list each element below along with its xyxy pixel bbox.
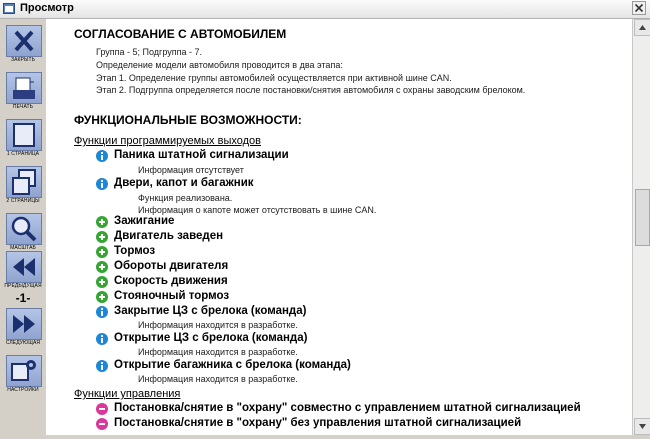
settings-icon	[7, 356, 41, 386]
print-button[interactable]	[4, 70, 42, 116]
two-pages-button[interactable]	[4, 164, 42, 210]
toolbar-sidebar	[0, 19, 45, 435]
feature-note: Информация о капоте может отсутствовать в шине CAN.	[138, 205, 377, 215]
feature-note: Информация находится в разработке.	[138, 320, 298, 330]
arrow-up-icon	[635, 20, 650, 35]
close-label: ЗАКРЫТЬ	[10, 57, 36, 63]
info-icon	[96, 178, 108, 190]
next-label: СЛЕДУЮЩАЯ	[5, 340, 41, 346]
zoom-label: МАСШТАБ	[10, 245, 36, 251]
previous-label: ПРЕДЫДУЩАЯ	[4, 283, 42, 289]
single-page-icon	[7, 120, 41, 150]
scroll-up-button[interactable]	[634, 19, 650, 36]
window-title: Просмотр	[20, 2, 74, 14]
info-icon	[96, 150, 108, 162]
control-item: Постановка/снятие в "охрану" совместно с управлением штатной сигнализацией	[114, 402, 581, 414]
single-page-label: 1 СТРАНИЦА	[6, 151, 40, 157]
plus-icon	[96, 261, 108, 273]
close-button[interactable]	[4, 23, 42, 69]
scroll-thumb[interactable]	[635, 189, 650, 246]
window-close-icon[interactable]	[632, 1, 646, 15]
info-icon	[96, 360, 108, 372]
plus-icon	[96, 231, 108, 243]
minus-icon	[96, 403, 108, 415]
group-line: Группа - 5; Подгруппа - 7.	[96, 47, 203, 57]
feature-item: Стояночный тормоз	[114, 290, 230, 302]
previous-icon	[7, 252, 41, 282]
feature-note: Информация находится в разработке.	[138, 347, 298, 357]
settings-button[interactable]	[4, 353, 42, 399]
print-label: ПЕЧАТЬ	[12, 104, 34, 110]
section-title-compatibility: СОГЛАСОВАНИЕ С АВТОМОБИЛЕМ	[74, 27, 287, 41]
title-bar	[0, 0, 650, 19]
feature-note: Информация находится в разработке.	[138, 374, 298, 384]
magnifier-icon	[7, 214, 41, 244]
feature-item: Двери, капот и багажник	[114, 177, 254, 189]
two-pages-icon	[7, 167, 41, 197]
plus-icon	[96, 291, 108, 303]
intro-line: Определение модели автомобиля проводится в два этапа:	[96, 60, 343, 70]
feature-item: Открытие ЦЗ с брелока (команда)	[114, 332, 308, 344]
feature-item: Двигатель заведен	[114, 230, 224, 242]
stage-2-line: Этап 2. Подгруппа определяется после постановки/снятия автомобиля с охраны заводским брелоком.	[96, 85, 526, 95]
print-icon	[7, 73, 41, 103]
document-view	[46, 19, 632, 435]
single-page-button[interactable]	[4, 117, 42, 163]
feature-note: Информация отсутствует	[138, 165, 244, 175]
page-indicator: -1-	[15, 291, 31, 305]
feature-item: Открытие багажника с брелока (команда)	[114, 359, 351, 371]
two-pages-label: 2 СТРАНИЦЫ	[6, 198, 40, 204]
next-icon	[7, 309, 41, 339]
feature-item: Тормоз	[114, 245, 156, 257]
control-heading: Функции управления	[74, 388, 181, 400]
info-icon	[96, 306, 108, 318]
feature-note: Функция реализована.	[138, 193, 233, 203]
settings-label: НАСТРОЙКИ	[7, 387, 39, 393]
stage-1-line: Этап 1. Определение группы автомобилей осуществляется при активной шине CAN.	[96, 73, 452, 83]
control-item: Постановка/снятие в "охрану" без управления штатной сигнализацией	[114, 417, 522, 429]
plus-icon	[96, 276, 108, 288]
next-page-button[interactable]	[4, 306, 42, 352]
feature-item: Скорость движения	[114, 275, 228, 287]
feature-item: Зажигание	[114, 215, 175, 227]
plus-icon	[96, 246, 108, 258]
vertical-scrollbar[interactable]	[632, 19, 650, 435]
app-icon	[3, 3, 15, 14]
info-icon	[96, 333, 108, 345]
arrow-down-icon	[635, 419, 650, 434]
scroll-down-button[interactable]	[634, 418, 650, 435]
feature-item: Паника штатной сигнализации	[114, 149, 289, 161]
feature-item: Закрытие ЦЗ с брелока (команда)	[114, 305, 307, 317]
plus-icon	[96, 216, 108, 228]
close-icon	[7, 26, 41, 56]
previous-page-button[interactable]	[4, 249, 42, 295]
section-title-features: ФУНКЦИОНАЛЬНЫЕ ВОЗМОЖНОСТИ:	[74, 113, 302, 127]
outputs-heading: Функции программируемых выходов	[74, 135, 261, 147]
minus-icon	[96, 418, 108, 430]
feature-item: Обороты двигателя	[114, 260, 229, 272]
